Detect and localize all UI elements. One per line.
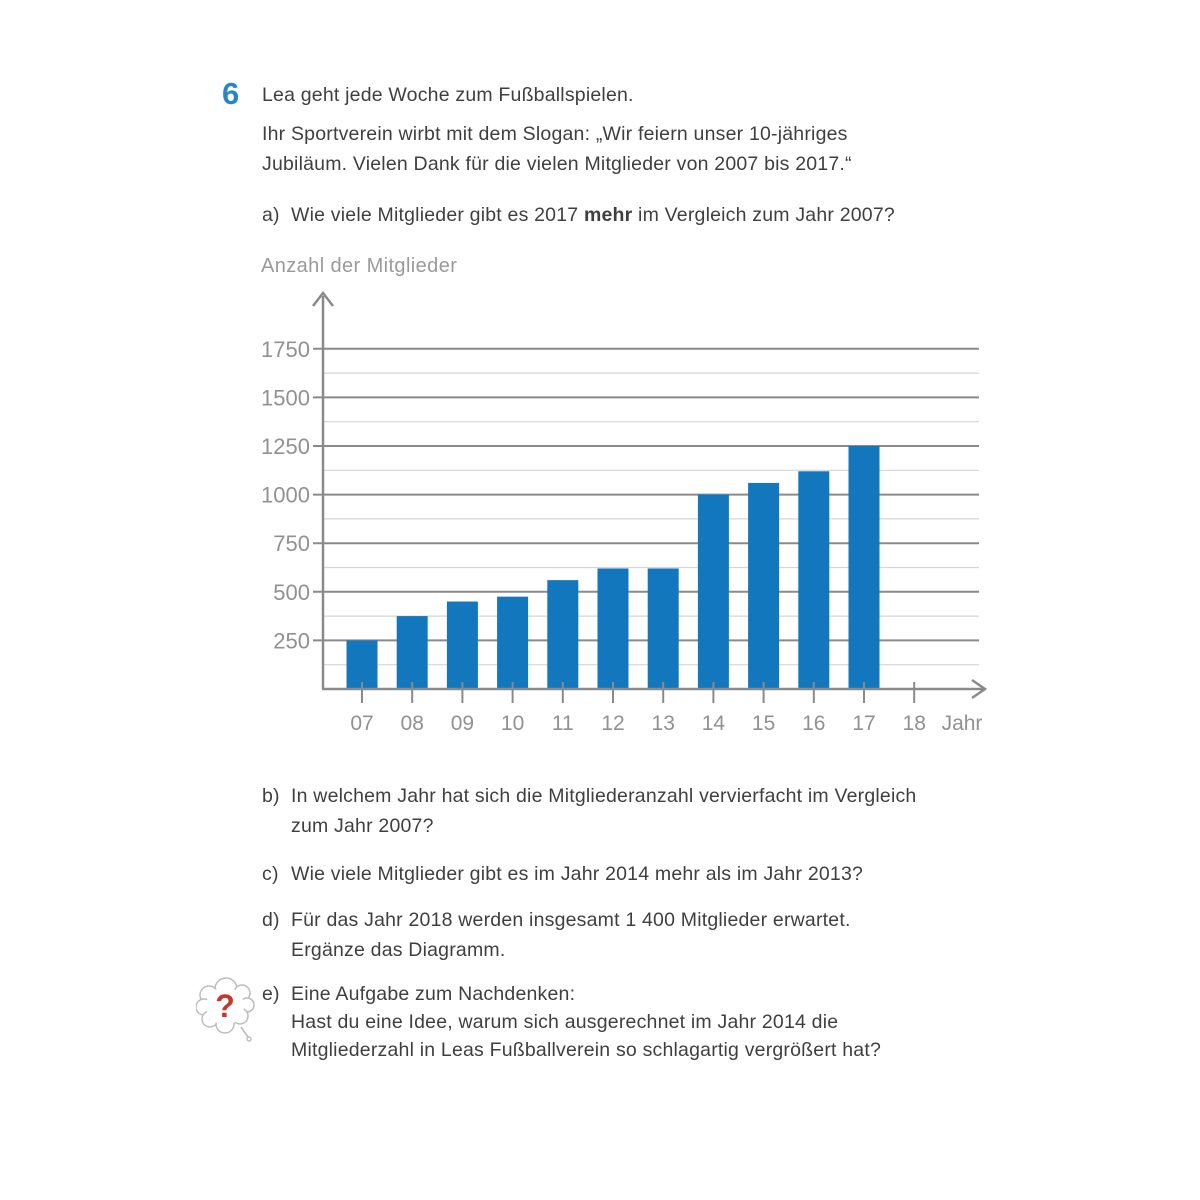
x-tick-label-08: 08: [400, 712, 424, 735]
y-tick-label-1000: 1000: [261, 482, 310, 508]
bar-2009: [447, 602, 478, 689]
x-tick-label-07: 07: [350, 712, 374, 735]
slogan-line-1: Ihr Sportverein wirbt mit dem Slogan: „Wir feiern unser 10-jähriges: [262, 123, 848, 145]
x-tick-label-16: 16: [802, 712, 826, 735]
x-tick-label-09: 09: [450, 712, 475, 735]
membership-bar-chart: [235, 280, 1005, 757]
slogan-paragraph: [262, 119, 962, 179]
slogan-line-2: Jubiläum. Vielen Dank für die vielen Mitglieder von 2007 bis 2017.“: [262, 153, 852, 175]
bar-2016: [798, 471, 829, 689]
bar-2008: [397, 616, 428, 689]
question-mark-glyph: ?: [215, 988, 235, 1024]
question-b: [262, 781, 916, 841]
x-tick-label-10: 10: [500, 712, 525, 735]
x-tick-label-14: 14: [701, 712, 726, 735]
x-tick-label-11: 11: [551, 712, 574, 735]
y-tick-label-250: 250: [273, 628, 310, 654]
y-tick-label-750: 750: [273, 531, 310, 557]
question-c-label: c): [262, 863, 279, 885]
question-a-text: Wie viele Mitglieder gibt es 2017 mehr im Vergleich zum Jahr 2007?: [291, 204, 895, 226]
x-tick-label-12: 12: [601, 712, 625, 735]
question-e-text: Eine Aufgabe zum Nachdenken: Hast du eine Idee, warum sich ausgerechnet im Jahr 2014 die Mitgliederzahl in Leas Fußballverein so schlagartig vergrößert hat?: [291, 983, 882, 1061]
thought-bubble-question-icon: [196, 976, 258, 1051]
question-b-text: In welchem Jahr hat sich die Mitgliederanzahl vervierfacht im Vergleich zum Jahr 2007?: [291, 785, 917, 837]
question-d: [262, 905, 851, 965]
bar-2014: [698, 495, 729, 689]
y-tick-label-1500: 1500: [261, 385, 310, 411]
question-a-label: a): [262, 204, 280, 226]
question-d-text: Für das Jahr 2018 werden insgesamt 1 400 Mitglieder erwartet. Ergänze das Diagramm.: [291, 909, 851, 961]
bar-2011: [547, 580, 578, 689]
x-tick-label-15: 15: [751, 712, 776, 735]
x-tick-label-18: 18: [902, 712, 926, 735]
question-c: [262, 859, 863, 889]
chart-title: Anzahl der Mitglieder: [261, 255, 458, 277]
question-e: [262, 980, 881, 1064]
question-c-text: Wie viele Mitglieder gibt es im Jahr 2014 mehr als im Jahr 2013?: [291, 863, 864, 885]
y-tick-label-1250: 1250: [261, 434, 310, 459]
exercise-number: 6: [222, 76, 240, 111]
bar-2015: [748, 483, 779, 689]
bar-2007: [347, 640, 378, 689]
question-d-label: d): [262, 909, 280, 931]
x-axis-unit-label: Jahr: [941, 712, 983, 735]
question-a: [262, 200, 895, 230]
question-b-label: b): [262, 785, 280, 807]
bar-2010: [497, 597, 528, 689]
bar-2012: [598, 568, 629, 689]
intro-sentence: Lea geht jede Woche zum Fußballspielen.: [262, 84, 634, 106]
y-tick-label-1750: 1750: [261, 336, 310, 362]
x-tick-label-13: 13: [651, 712, 675, 735]
bar-chart-svg: [235, 280, 1005, 752]
question-e-label: e): [262, 983, 280, 1005]
x-tick-label-17: 17: [852, 712, 876, 735]
bar-2017: [849, 446, 880, 689]
y-tick-label-500: 500: [273, 579, 310, 605]
bar-2013: [648, 568, 679, 689]
